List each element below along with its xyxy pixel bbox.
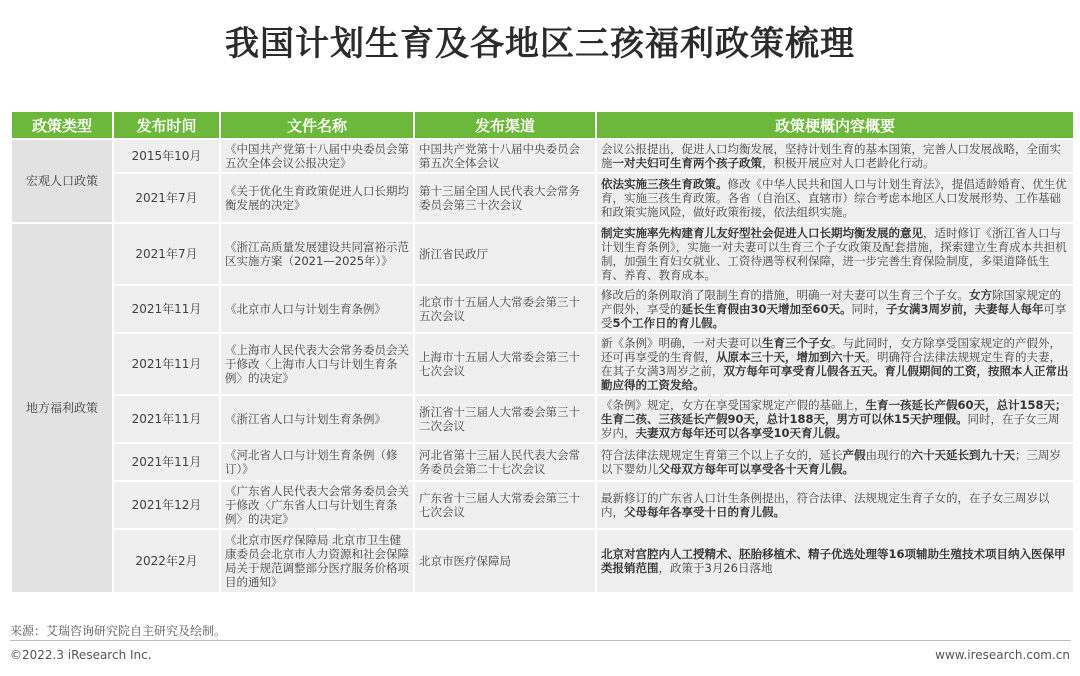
summary-highlight: 生育三个子女 <box>762 336 831 350</box>
release-date: 2021年11月 <box>114 286 219 332</box>
summary-text: 除国家规定的产假外，享受的 <box>601 288 1061 316</box>
document-name: 《北京市医疗保障局 北京市卫生健康委员会北京市人力资源和社会保障局关于规范调整部分医疗服务价格项目的通知》 <box>221 530 413 592</box>
table-row <box>12 140 1073 172</box>
release-channel: 广东省十三届人大常委会第三十七次会议 <box>415 482 595 528</box>
summary-text: ；三周岁以下婴幼儿 <box>601 448 1061 476</box>
document-name: 《关于优化生育政策促进人口长期均衡发展的决定》 <box>221 174 413 222</box>
summary-text: ，政策于3月26日落地 <box>658 561 773 575</box>
policy-summary <box>597 444 1073 480</box>
summary-highlight: 一对夫妇可生育两个孩子政策 <box>612 156 762 170</box>
release-channel: 上海市十五届人大常委会第三十七次会议 <box>415 334 595 394</box>
table-header-row <box>12 112 1073 138</box>
table-row <box>12 396 1073 442</box>
summary-text: 同时， <box>851 302 887 316</box>
table-row <box>12 444 1073 480</box>
release-date: 2021年12月 <box>114 482 219 528</box>
summary-text: 由现行的 <box>865 448 912 462</box>
summary-highlight: 父母每年各享受十日的育儿假。 <box>624 505 785 519</box>
summary-text: 。明确符合法律法规规定生育的夫妻，在其子女满3周岁之前， <box>601 350 1061 378</box>
release-channel: 北京市医疗保障局 <box>415 530 595 592</box>
summary-text: 符合法律法规规定生育第三个以上子女的，延长 <box>601 448 843 462</box>
release-channel: 第十三届全国人民代表大会常务委员会第三十次会议 <box>415 174 595 222</box>
summary-highlight: 父母双方每年可以享受各十天育儿假。 <box>658 462 854 476</box>
header-release-date: 发布时间 <box>114 112 219 138</box>
summary-text: 同时，在子女三周岁内， <box>601 412 1060 440</box>
release-date: 2015年10月 <box>114 140 219 172</box>
table-row <box>12 482 1073 528</box>
summary-highlight: 生育一孩延长产假60天，总计158天；生育二孩、三孩延长产假90天，总计188天，男方可以休15天护理假。 <box>601 398 1067 426</box>
summary-highlight: 夫妻双方每年还可以各享受10天育儿假。 <box>635 426 848 440</box>
table-row <box>12 174 1073 222</box>
release-date: 2021年11月 <box>114 334 219 394</box>
source-note: 来源：艾瑞咨询研究院自主研究及绘制。 <box>10 624 227 638</box>
document-name: 《浙江高质量发展建设共同富裕示范区实施方案（2021—2025年）》 <box>221 224 413 284</box>
document-name: 《中国共产党第十八届中央委员会第五次全体会议公报决定》 <box>221 140 413 172</box>
summary-highlight: 依法实施三孩生育政策。 <box>601 177 728 191</box>
summary-text: 新《条例》明确，一对夫妻可以 <box>601 336 762 350</box>
summary-highlight: 子女满3周岁前，夫妻每人每年 <box>886 302 1044 316</box>
summary-text: 《条例》规定，女方在享受国家规定产假的基础上， <box>601 398 866 412</box>
document-name: 《上海市人民代表大会常务委员会关于修改〈上海市人口与计划生育条例〉的决定》 <box>221 334 413 394</box>
summary-text: 会议公报提出，促进人口均衡发展，坚持计划生育的基本国策，完善人口发展战略，全面实施 <box>601 142 1061 170</box>
summary-highlight: 女方 <box>969 288 992 302</box>
summary-text: 最新修订的广东省人口计生条例提出，符合法律、法规规定生育子女的，在子女三周岁以内， <box>601 491 1050 519</box>
summary-highlight: 双方每年可享受育儿假各五天。育儿假期间的工资，按照本人正常出勤应得的工资发给。 <box>601 364 1069 392</box>
policy-summary <box>597 530 1073 592</box>
policy-type-macro: 宏观人口政策 <box>12 140 112 222</box>
copyright-text: ©2022.3 iResearch Inc. <box>10 648 152 662</box>
policy-summary <box>597 396 1073 442</box>
policy-summary <box>597 174 1073 222</box>
summary-text: 可享受 <box>601 302 1067 330</box>
policy-summary <box>597 286 1073 332</box>
summary-text: 修改后的条例取消了限制生育的措施，明确一对夫妻可以生育三个子女。 <box>601 288 969 302</box>
release-channel: 浙江省十三届人大常委会第三十二次会议 <box>415 396 595 442</box>
document-name: 《河北省人口与计划生育条例（修订）》 <box>221 444 413 480</box>
policy-summary <box>597 140 1073 172</box>
document-name: 《广东省人民代表大会常务委员会关于修改〈广东省人口与计划生育条例〉的决定》 <box>221 482 413 528</box>
table-row <box>12 286 1073 332</box>
release-date: 2021年7月 <box>114 174 219 222</box>
policy-summary <box>597 482 1073 528</box>
release-channel: 浙江省民政厅 <box>415 224 595 284</box>
summary-highlight: 从原本三十天，增加到六十天 <box>716 350 866 364</box>
header-policy-summary: 政策梗概内容概要 <box>597 112 1073 138</box>
document-name: 《北京市人口与计划生育条例》 <box>221 286 413 332</box>
summary-highlight: 六十天延长到九十天 <box>911 448 1015 462</box>
policy-summary <box>597 224 1073 284</box>
release-channel: 中国共产党第十八届中央委员会第五次全体会议 <box>415 140 595 172</box>
summary-text: ，积极开展应对人口老龄化行动。 <box>762 156 935 170</box>
summary-highlight: 5个工作日的育儿假。 <box>612 316 725 330</box>
release-date: 2021年11月 <box>114 396 219 442</box>
document-name: 《浙江省人口与计划生育条例》 <box>221 396 413 442</box>
page-title: 我国计划生育及各地区三孩福利政策梳理 <box>225 24 855 64</box>
table-row <box>12 334 1073 394</box>
table-row <box>12 224 1073 284</box>
summary-text: ，适时修订《浙江省人口与计划生育条例》，实施一对夫妻可以生育三个子女政策及配套措施，探索建立生育成本共担机制，加强生育妇女就业、工资待遇等权利保障，进一步完善生育保险制度，多渠道降低生育、养育、教育成本。 <box>601 226 1067 282</box>
website-link[interactable]: www.iresearch.com.cn <box>935 648 1070 662</box>
summary-text: 修改《中华人民共和国人口与计划生育法》，提倡适龄婚育、优生优育，实施三孩生育政策。各省（自治区、直辖市）综合考虑本地区人口发展形势、工作基础和政策实施风险，做好政策衔接，依法组织实施。 <box>601 177 1067 219</box>
header-policy-type: 政策类型 <box>12 112 112 138</box>
release-channel: 北京市十五届人大常委会第三十五次会议 <box>415 286 595 332</box>
release-channel: 河北省第十三届人民代表大会常务委员会第二十七次会议 <box>415 444 595 480</box>
table-row <box>12 530 1073 592</box>
header-release-channel: 发布渠道 <box>415 112 595 138</box>
footer-divider <box>10 640 1071 641</box>
summary-highlight: 产假 <box>842 448 866 462</box>
release-date: 2021年11月 <box>114 444 219 480</box>
summary-highlight: 延长生育假由30天增加至60天。 <box>681 302 852 316</box>
policy-table <box>10 110 1075 594</box>
release-date: 2021年7月 <box>114 224 219 284</box>
summary-highlight: 北京对宫腔内人工授精术、胚胎移植术、精子优选处理等16项辅助生殖技术项目纳入医保甲类报销范围 <box>601 547 1066 575</box>
policy-type-local: 地方福利政策 <box>12 224 112 592</box>
header-document-name: 文件名称 <box>221 112 413 138</box>
release-date: 2022年2月 <box>114 530 219 592</box>
summary-text: 。与此同时，女方除享受国家规定的产假外，还可再享受的生育假， <box>601 336 1061 364</box>
summary-highlight: 制定实施率先构建育儿友好型社会促进人口长期均衡发展的意见 <box>601 226 923 240</box>
policy-summary <box>597 334 1073 394</box>
